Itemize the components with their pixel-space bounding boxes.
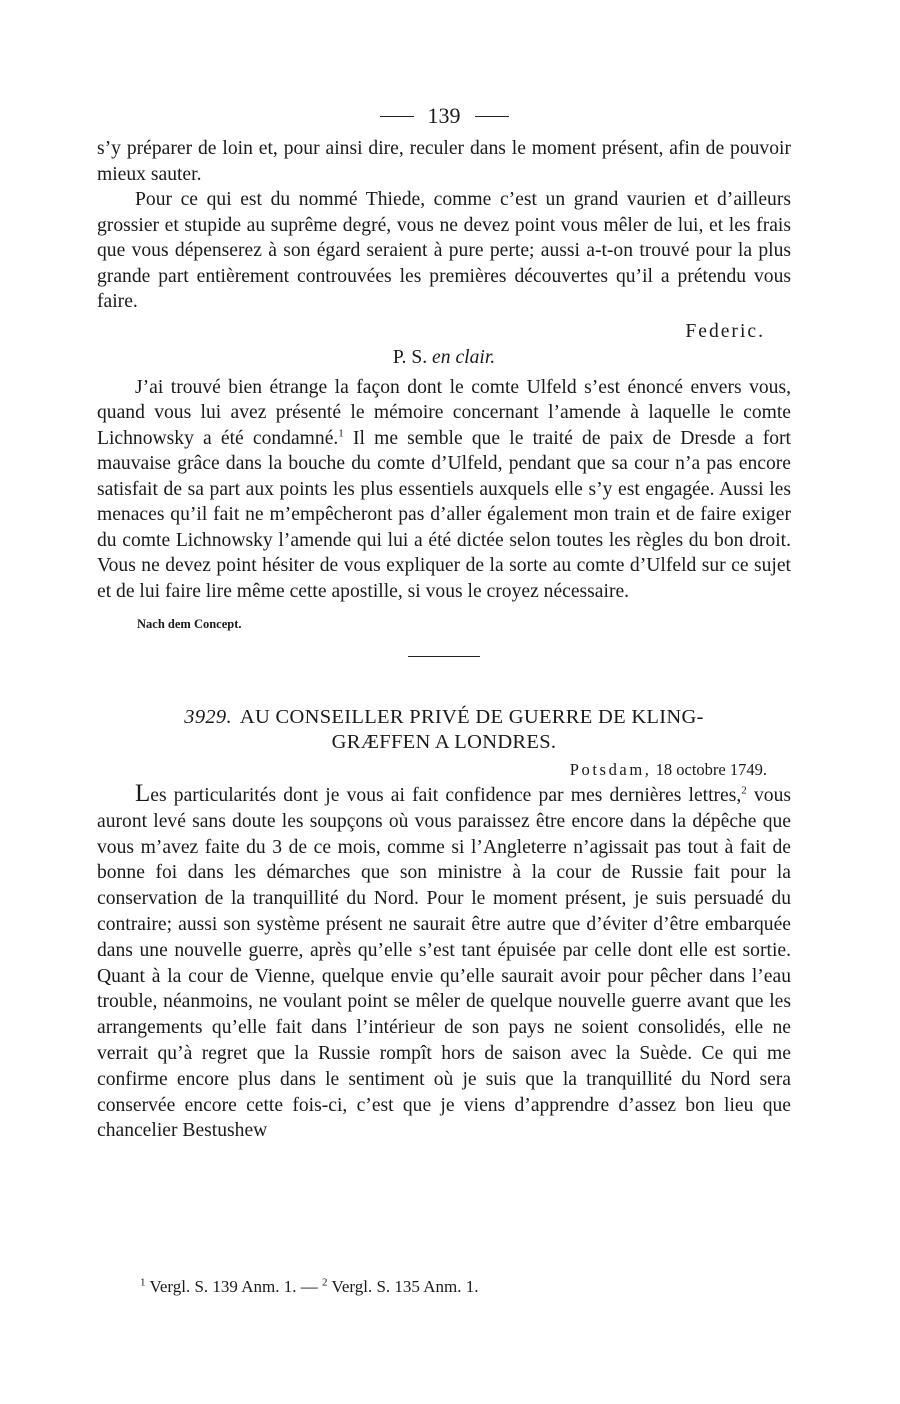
date: 18 octobre 1749.	[655, 760, 767, 779]
source-note: Nach dem Concept.	[137, 617, 242, 631]
ps-text-part-1: J’ai trouvé bien étrange la façon dont le comte Ulfeld s’est énoncé envers vous, quand vous lui avez présenté le mémoire concernant l’amende à laquelle le comte Lichnowsky a été condamné.	[97, 376, 791, 449]
footnote-text-1: Vergl. S. 139 Anm. 1. —	[149, 1277, 318, 1296]
section-divider	[408, 656, 480, 657]
footnote-text-2: Vergl. S. 135 Anm. 1.	[331, 1277, 479, 1296]
title-text-1: AU CONSEILLER PRIVÉ DE GUERRE DE KLING-	[239, 706, 704, 728]
footnote-mark-1: 1	[140, 1276, 146, 1289]
paragraph-continuation: s’y préparer de loin et, pour ainsi dire, reculer dans le moment présent, afin de pouvoir mieux sauter.	[97, 138, 791, 185]
title-line-2: GRÆFFEN A LONDRES.	[331, 731, 557, 753]
footnotes	[140, 1276, 479, 1298]
letter-paragraph	[97, 781, 791, 1144]
title-line-1	[97, 705, 791, 730]
signature: Federic.	[685, 320, 765, 342]
letter-body	[97, 781, 791, 1144]
footnote-ref-1: 1	[338, 426, 344, 439]
ps-text-part-2: Il me semble que le traité de paix de Dresde a fort mauvaise grâce dans la bouche du comte d’Ulfeld, pendant que sa cour n’a pas encore satisfait de sa part aux points les plus essentiels auxquels elle s’y est engagée. Aussi les menaces qu’il fait ne m’empêcheront pas d’aller également mon train et de faire exiger du comte Lichnowsky l’amende qui lui a été dictée selon toutes les règles du bon droit. Vous ne devez point hésiter de vous expliquer de la sorte au comte d’Ulfeld sur ce sujet et de lui faire lire même cette apostille, si vous le croyez nécessaire.	[97, 427, 791, 602]
header-dash-right	[475, 116, 509, 117]
letter-continuation	[97, 136, 791, 632]
initial-letter: L	[135, 780, 151, 807]
document-title	[97, 705, 791, 755]
book-page	[97, 96, 791, 1144]
footnote-ref-2: 2	[741, 784, 747, 797]
ps-clair: en clair.	[432, 346, 496, 368]
ps-label: P. S.	[392, 346, 428, 368]
header-dash-left	[380, 116, 414, 117]
letter-text-part-1: es particularités dont je vous ai fait confidence par mes dernières lettres,	[150, 785, 742, 806]
page-number: 139	[427, 103, 461, 128]
dateline	[97, 759, 791, 781]
postscript-heading	[97, 345, 791, 371]
page-header	[97, 96, 791, 136]
paragraph-thiede: Pour ce qui est du nommé Thiede, comme c’est un grand vaurien et d’ailleurs grossier et stupide au suprême degré, vous ne devez point vous mêler de lui, et les frais que vous dépenserez à son égard seraient à pure perte; aussi a-t-on trouvé pour la plus grande part entièrement controuvées les premières découvertes qu’il a prétendu vous faire.	[97, 189, 791, 312]
letter-3929	[97, 705, 791, 1144]
place: Potsdam,	[569, 760, 652, 779]
postscript-paragraph	[97, 375, 791, 605]
letter-text-part-2: vous auront levé sans doute les soupçons où vous paraissez être encore dans la dépêche que vous m’avez faite du 3 de ce mois, comme si l’Angleterre n’agissait pas tout à fait de bonne foi dans les démarches que son ministre à la cour de Russie fait pour la conservation de la tranquillité du Nord. Pour le moment présent, je suis persuadé du contraire; aussi son système présent ne saurait être autre que d’éviter d’être embarquée dans une nouvelle guerre, après qu’elle s’est tant épuisée par celle dont elle est sortie. Quant à la cour de Vienne, quelque envie qu’elle saurait avoir pour pêcher dans l’eau trouble, néanmoins, ne voulant point se mêler de quelque nouvelle guerre avant que les arrangements qu’elle fait dans l’intérieur de son pays ne soient consolidés, elle ne verrait qu’à regret que la Russie rompît hors de saison avec la Suède. Ce qui me confirme encore plus dans le sentiment où je suis que la tranquillité du Nord sera conservée encore cette fois-ci, c’est que je viens d’apprendre d’assez bon lieu que chancelier Bestushew	[97, 785, 791, 1142]
footnote-mark-2: 2	[322, 1276, 328, 1289]
document-number: 3929.	[184, 706, 232, 728]
